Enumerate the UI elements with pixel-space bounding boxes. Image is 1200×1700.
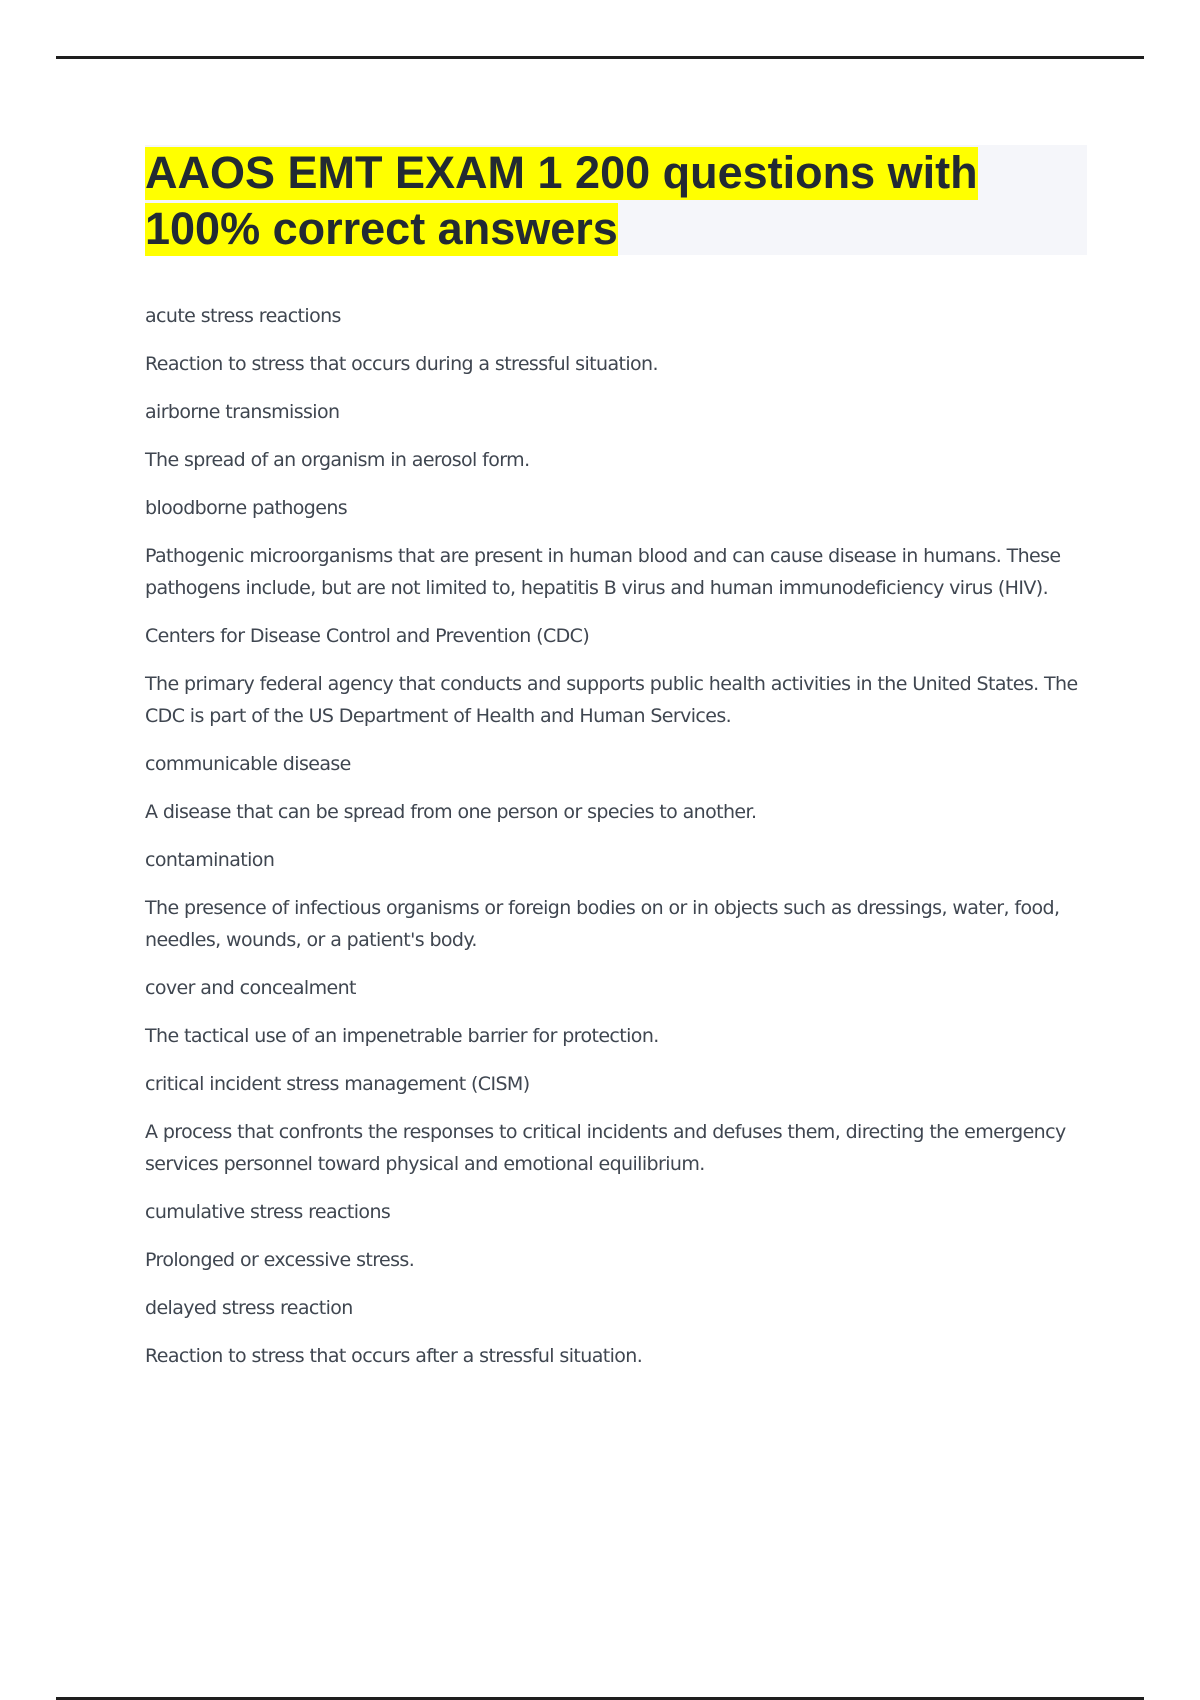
entry-definition: Prolonged or excessive stress. [145, 1249, 415, 1271]
glossary-entry [145, 844, 1090, 956]
entry-definition: Reaction to stress that occurs after a stressful situation. [145, 1345, 643, 1367]
glossary-entry [145, 748, 1090, 828]
glossary-entry [145, 620, 1090, 732]
page-title [145, 145, 1087, 257]
glossary-entry [145, 1068, 1090, 1180]
entry-term: contamination [145, 849, 275, 871]
entry-term: acute stress reactions [145, 305, 341, 327]
entry-term: airborne transmission [145, 401, 340, 423]
glossary-entry [145, 972, 1090, 1052]
title-box [145, 145, 1087, 255]
entry-definition: A disease that can be spread from one person or species to another. [145, 801, 757, 823]
entry-term: Centers for Disease Control and Prevention (CDC) [145, 625, 590, 647]
entry-definition: The spread of an organism in aerosol form. [145, 449, 530, 471]
entry-term: bloodborne pathogens [145, 497, 348, 519]
entry-term: delayed stress reaction [145, 1297, 353, 1319]
title-line-2: 100% correct answers [145, 203, 618, 254]
title-line-1: AAOS EMT EXAM 1 200 questions with [145, 147, 978, 198]
glossary-content [145, 300, 1090, 1388]
glossary-entry [145, 396, 1090, 476]
entry-definition: The primary federal agency that conducts and supports public health activities in the United States. The CDC is part of the US Department of Health and Human Services. [145, 673, 1078, 727]
entry-definition: Pathogenic microorganisms that are present in human blood and can cause disease in humans. These pathogens include, but are not limited to, hepatitis B virus and human immunodeficiency virus (HIV). [145, 545, 1061, 599]
entry-definition: The presence of infectious organisms or foreign bodies on or in objects such as dressings, water, food, needles, wounds, or a patient's body. [145, 897, 1060, 951]
entry-term: critical incident stress management (CISM) [145, 1073, 530, 1095]
top-rule [56, 56, 1144, 59]
entry-term: communicable disease [145, 753, 351, 775]
glossary-entry [145, 1196, 1090, 1276]
entry-definition: The tactical use of an impenetrable barrier for protection. [145, 1025, 659, 1047]
entry-definition: A process that confronts the responses to critical incidents and defuses them, directing the emergency services personnel toward physical and emotional equilibrium. [145, 1121, 1066, 1175]
glossary-entry [145, 300, 1090, 380]
glossary-entry [145, 1292, 1090, 1372]
entry-term: cumulative stress reactions [145, 1201, 391, 1223]
entry-definition: Reaction to stress that occurs during a stressful situation. [145, 353, 658, 375]
entry-term: cover and concealment [145, 977, 356, 999]
glossary-entry [145, 492, 1090, 604]
